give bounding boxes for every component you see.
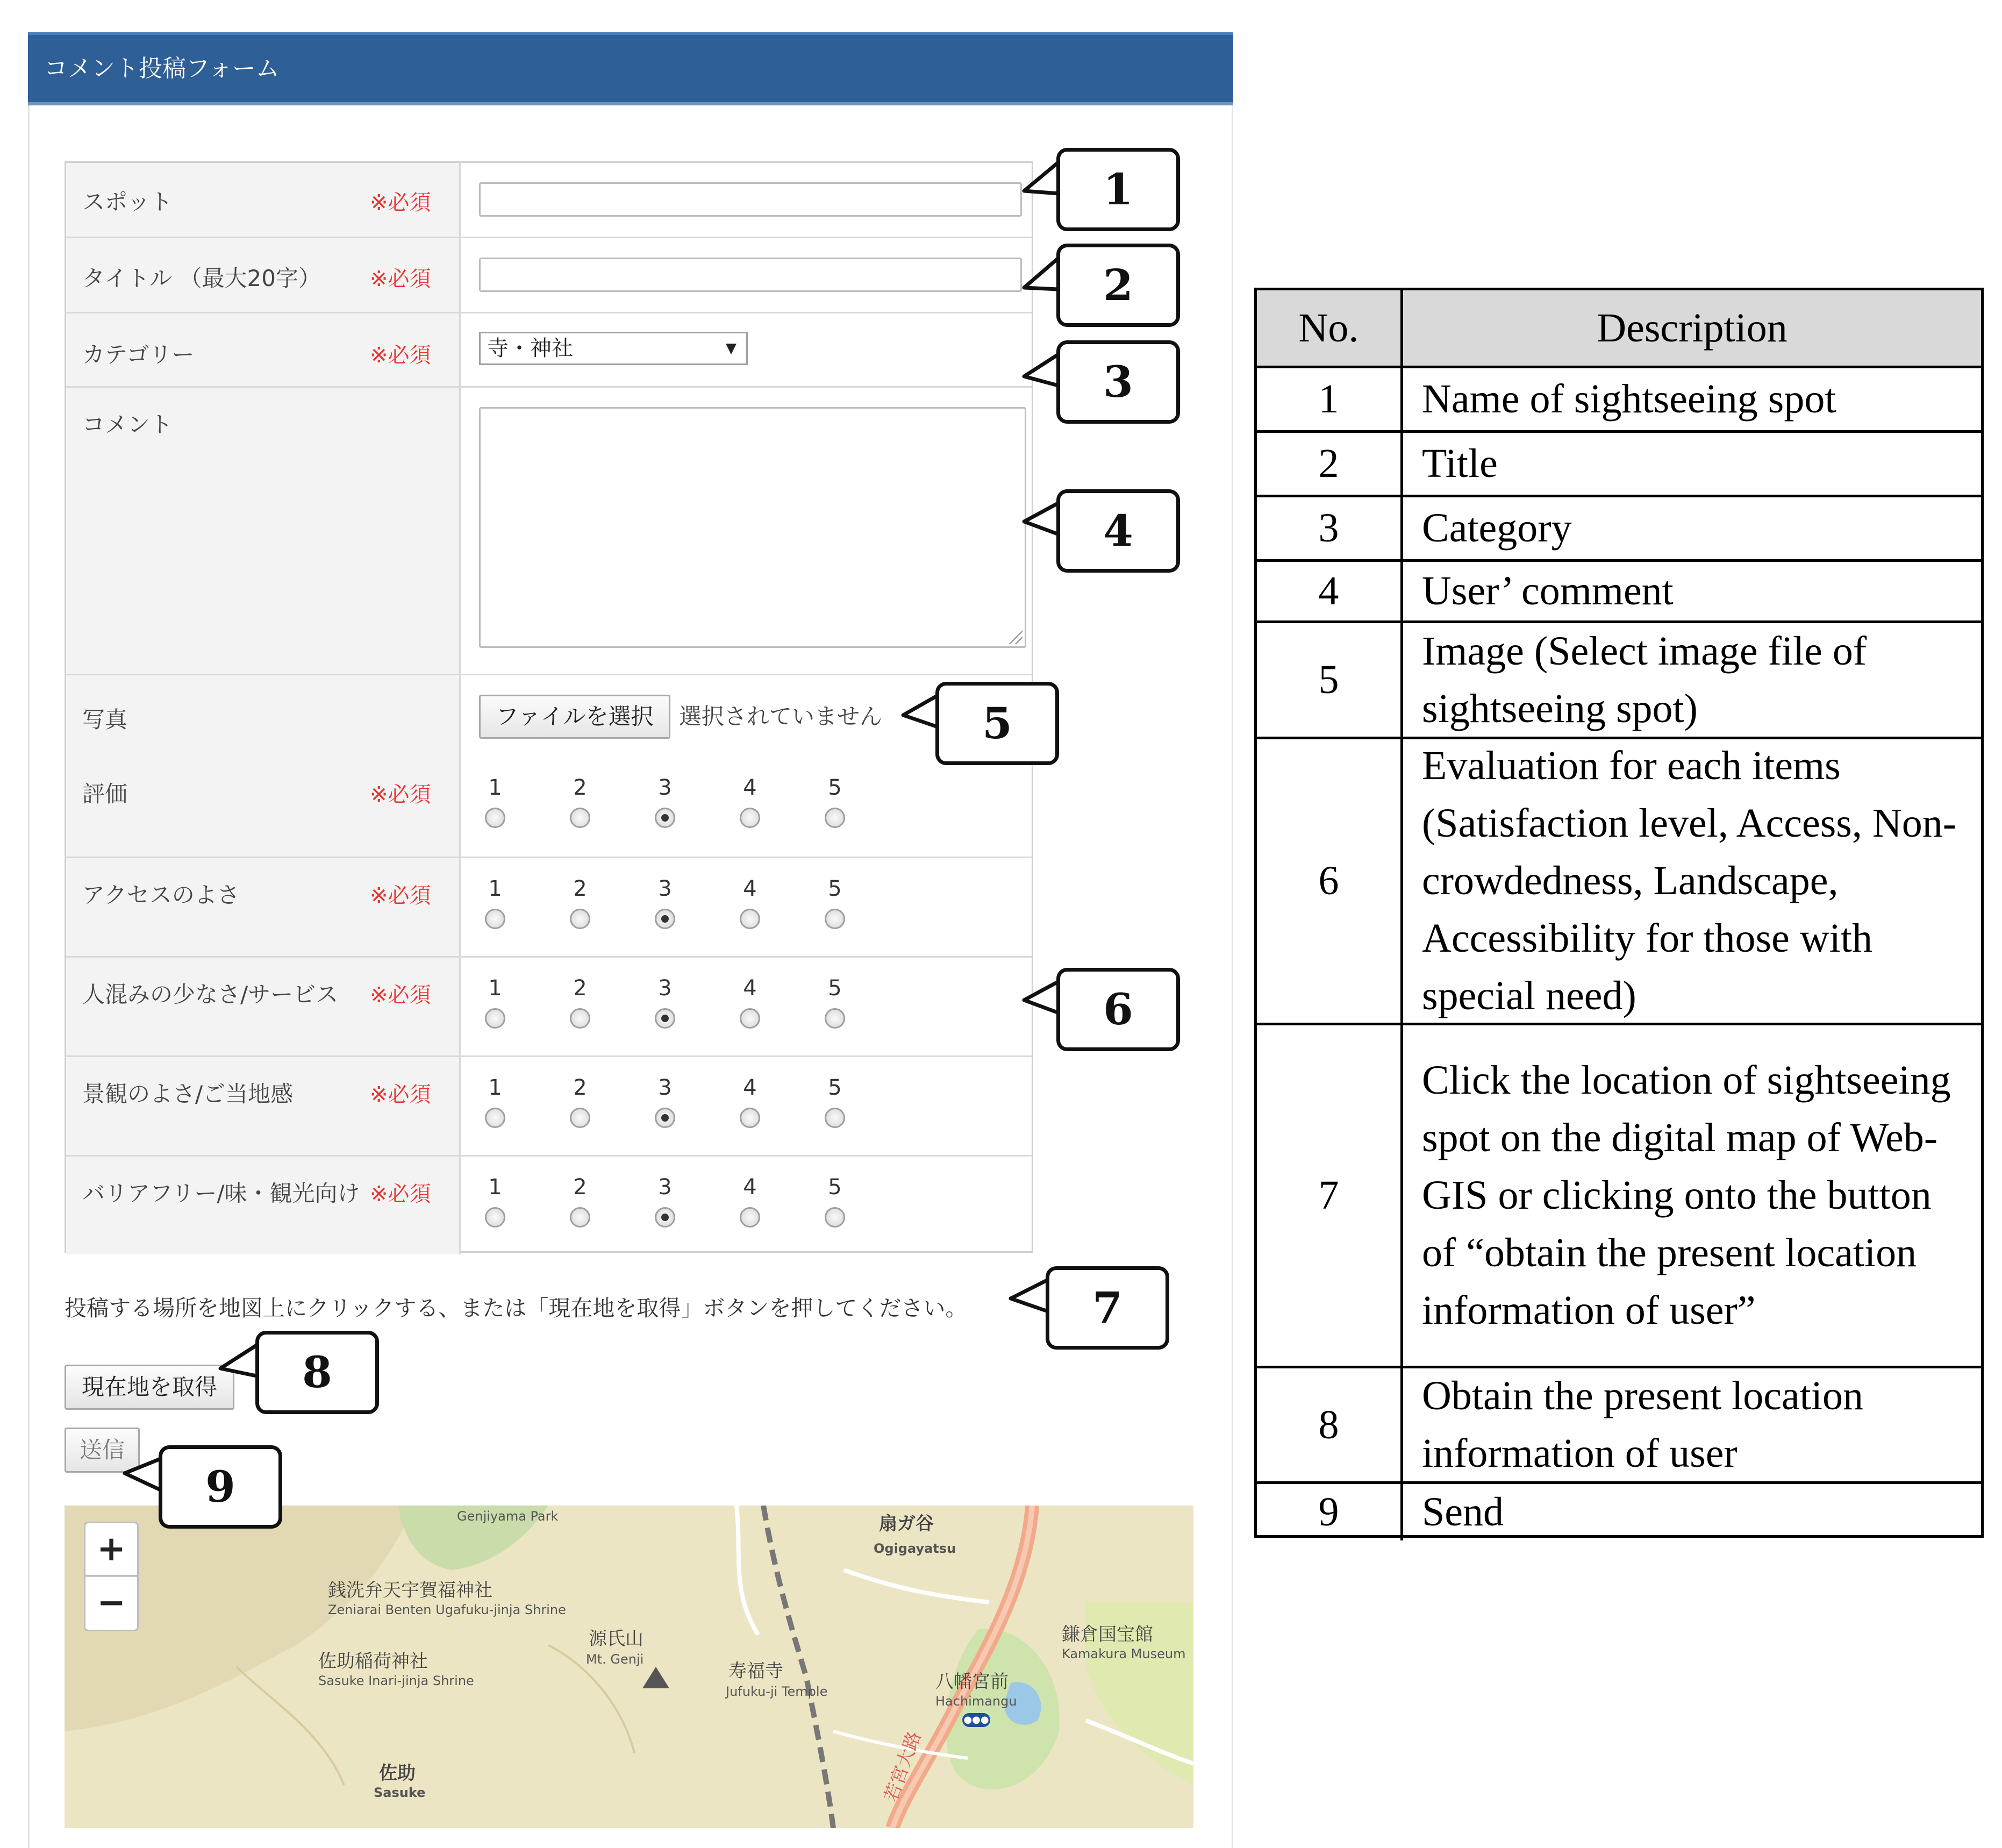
send-button[interactable]: 送信 [65, 1428, 140, 1473]
rating-scale-number: 5 [828, 976, 842, 1001]
category-select[interactable] [479, 332, 748, 365]
rating-radio-3[interactable] [655, 1108, 675, 1128]
row-description: Title [1422, 441, 1498, 486]
rating-radio-4[interactable] [740, 1008, 760, 1029]
desc-table-row [1257, 430, 1981, 495]
form-row-rating [66, 757, 1032, 857]
callout-number: 6 [1056, 968, 1180, 1051]
get-current-location-button[interactable]: 現在地を取得 [65, 1365, 234, 1410]
spot-input[interactable] [479, 182, 1022, 217]
rating-label: 評価 [82, 781, 128, 807]
map-background [65, 1505, 1193, 1828]
required-mark: ※必須 [370, 267, 431, 291]
row-number: 6 [1257, 739, 1403, 1023]
map-label-ogigayatsu: 扇ガ谷 [879, 1513, 934, 1535]
rating-radio-4[interactable] [740, 1207, 760, 1228]
form-header-title: コメント投稿フォーム [28, 32, 1233, 105]
photo-label: 写真 [82, 707, 128, 733]
rating-scale-number: 2 [573, 876, 587, 901]
callout-number: 5 [935, 682, 1059, 765]
zoom-in-button[interactable]: + [84, 1522, 139, 1576]
rating-scale-number: 4 [743, 976, 757, 1001]
rating-scale-number: 1 [488, 775, 502, 800]
desc-table-row [1257, 620, 1981, 737]
rating-label: 人混みの少なさ/サービス [82, 981, 339, 1008]
map-label-hachimangu: 八幡宮前 [935, 1671, 1009, 1693]
row-description: Category [1422, 505, 1572, 551]
rating-label: アクセスのよさ [82, 882, 240, 908]
rating-radio-1[interactable] [485, 808, 505, 828]
title-label: タイトル （最大20字） [82, 265, 321, 291]
form-table [65, 161, 1033, 1253]
map-label-museum-en: Kamakura Museum [1062, 1646, 1186, 1661]
rating-radio-5[interactable] [825, 1207, 845, 1228]
rating-radio-group [484, 1075, 893, 1135]
required-mark: ※必須 [370, 983, 431, 1008]
row-description: Image (Select image file of sightseeing spot) [1422, 628, 1867, 731]
form-row-rating [66, 1055, 1032, 1157]
rating-radio-4[interactable] [740, 1108, 760, 1128]
map-label-sasuke-inari: 佐助稲荷神社 [318, 1651, 428, 1672]
rating-radio-3[interactable] [655, 1207, 675, 1228]
row-description: Evaluation for each items (Satisfaction level, Access, Non-crowdedness, Landscape, Accessibility for those with special need) [1422, 743, 1957, 1018]
rating-scale-number: 4 [743, 775, 757, 800]
rating-radio-group [484, 976, 893, 1035]
rating-radio-1[interactable] [485, 1008, 505, 1029]
map-label-sasuke-en: Sasuke [374, 1785, 426, 1800]
required-mark: ※必須 [370, 343, 431, 368]
rating-radio-1[interactable] [485, 1207, 505, 1228]
header-no: No. [1257, 290, 1403, 366]
row-number: 5 [1257, 623, 1403, 737]
rating-label: バリアフリー/味・観光向け [82, 1180, 360, 1207]
map-label-ogigayatsu-en: Ogigayatsu [874, 1541, 956, 1556]
callout-number: 1 [1056, 148, 1180, 231]
category-selected-value: 寺・神社 [487, 336, 573, 361]
rating-radio-1[interactable] [485, 909, 505, 929]
rating-radio-group [484, 1175, 893, 1234]
map-label-genjiyama: 源氏山 [589, 1628, 644, 1650]
rating-radio-3[interactable] [655, 808, 675, 828]
rating-scale-number: 2 [573, 775, 587, 800]
rating-scale-number: 2 [573, 1175, 587, 1200]
row-number: 1 [1257, 368, 1403, 430]
rating-scale-number: 3 [658, 1175, 672, 1200]
row-number: 7 [1257, 1025, 1403, 1366]
map-label-hachimangu-en: Hachimangu [935, 1694, 1017, 1709]
rating-scale-number: 4 [743, 1075, 757, 1100]
row-number: 8 [1257, 1368, 1403, 1481]
row-description: Name of sightseeing spot [1422, 376, 1836, 422]
rating-radio-group [484, 876, 893, 936]
map-label-genjiyama-park: Genjiyama Park [457, 1509, 559, 1524]
rating-radio-3[interactable] [655, 909, 675, 929]
desc-table-row [1257, 737, 1981, 1023]
rating-radio-2[interactable] [570, 808, 590, 828]
header-description: Description [1597, 305, 1788, 351]
rating-scale-number: 5 [828, 1175, 842, 1200]
rating-radio-4[interactable] [740, 909, 760, 929]
desc-table-row [1257, 1366, 1981, 1481]
rating-radio-2[interactable] [570, 1207, 590, 1228]
row-number: 3 [1257, 497, 1403, 559]
chevron-down-icon: ▼ [726, 340, 737, 356]
desc-table-row [1257, 495, 1981, 559]
category-label: カテゴリー [82, 341, 195, 368]
row-number: 9 [1257, 1484, 1403, 1540]
desc-table-row [1257, 1481, 1981, 1540]
bus-stop-icon: ●●● [962, 1713, 990, 1727]
form-row-spot [66, 163, 1032, 237]
rating-radio-5[interactable] [825, 1108, 845, 1128]
callout-number: 4 [1056, 489, 1180, 573]
required-mark: ※必須 [370, 190, 431, 215]
rating-scale-number: 3 [658, 775, 672, 800]
required-mark: ※必須 [370, 883, 431, 908]
form-row-rating [66, 1155, 1032, 1254]
form-row-rating [66, 857, 1032, 958]
map-label-sasuke: 佐助 [379, 1763, 416, 1784]
map-label-museum: 鎌倉国宝館 [1062, 1624, 1153, 1645]
row-description: Send [1422, 1489, 1504, 1535]
rating-scale-number: 4 [743, 1175, 757, 1200]
rating-scale-number: 4 [743, 876, 757, 901]
desc-table-row [1257, 559, 1981, 620]
spot-label: スポット [82, 189, 173, 215]
rating-radio-5[interactable] [825, 1008, 845, 1029]
rating-radio-1[interactable] [485, 1108, 505, 1128]
description-table [1254, 288, 1984, 1538]
rating-scale-number: 2 [573, 976, 587, 1001]
rating-scale-number: 1 [488, 1075, 502, 1100]
desc-table-row [1257, 1023, 1981, 1366]
form-row-rating [66, 956, 1032, 1057]
map-label-sasuke-inari-en: Sasuke Inari-jinja Shrine [318, 1673, 474, 1688]
form-row-photo [66, 674, 1032, 759]
form-row-title [66, 237, 1032, 313]
rating-scale-number: 1 [488, 876, 502, 901]
callout-number: 2 [1056, 244, 1180, 327]
rating-radio-2[interactable] [570, 1008, 590, 1029]
map-label-jufukuji-en: Jufuku-ji Temple [726, 1684, 828, 1699]
rating-radio-4[interactable] [740, 808, 760, 828]
resize-grip-icon[interactable] [1009, 630, 1023, 644]
zoom-out-button[interactable]: − [84, 1576, 139, 1631]
rating-radio-2[interactable] [570, 1108, 590, 1128]
desc-table-header [1257, 290, 1981, 366]
rating-scale-number: 3 [658, 876, 672, 901]
comment-label: コメント [82, 411, 173, 438]
rating-radio-3[interactable] [655, 1008, 675, 1029]
required-mark: ※必須 [370, 1182, 431, 1207]
rating-radio-5[interactable] [825, 808, 845, 828]
map-label-zeniarai-en: Zeniarai Benten Ugafuku-jinja Shrine [328, 1602, 566, 1617]
rating-scale-number: 5 [828, 876, 842, 901]
web-gis-map[interactable] [65, 1505, 1193, 1828]
rating-radio-group [484, 775, 893, 834]
required-mark: ※必須 [370, 782, 431, 807]
rating-scale-number: 3 [658, 1075, 672, 1100]
row-description: User’ comment [1422, 568, 1674, 613]
row-description: Obtain the present location information of user [1422, 1373, 1863, 1476]
rating-label: 景観のよさ/ご当地感 [82, 1081, 294, 1107]
row-number: 2 [1257, 433, 1403, 495]
file-status-text: 選択されていません [679, 703, 883, 730]
callout-number: 9 [159, 1445, 282, 1529]
choose-file-button[interactable]: ファイルを選択 [479, 695, 670, 739]
row-description: Click the location of sightseeing spot on the digital map of Web-GIS or clicking onto the button of “obtain the present location information of user” [1422, 1058, 1951, 1333]
form-row-comment [66, 386, 1032, 675]
comment-textarea[interactable] [479, 407, 1026, 648]
rating-scale-number: 2 [573, 1075, 587, 1100]
callout-number: 8 [255, 1331, 379, 1414]
map-instruction-text: 投稿する場所を地図上にクリックする、または「現在地を取得」ボタンを押してください。 [65, 1295, 968, 1321]
required-mark: ※必須 [370, 1082, 431, 1107]
desc-table-row [1257, 366, 1981, 430]
rating-radio-5[interactable] [825, 909, 845, 929]
rating-radio-2[interactable] [570, 909, 590, 929]
map-label-road: 若宮大路 [880, 1728, 926, 1805]
rating-scale-number: 5 [828, 1075, 842, 1100]
callout-number: 7 [1046, 1266, 1169, 1350]
rating-scale-number: 3 [658, 976, 672, 1001]
map-label-zeniarai: 銭洗弁天宇賀福神社 [328, 1580, 492, 1601]
rating-scale-number: 1 [488, 976, 502, 1001]
title-input[interactable] [479, 258, 1022, 292]
callout-number: 3 [1056, 340, 1180, 424]
map-label-jufukuji: 寿福寺 [728, 1660, 783, 1682]
form-row-category [66, 312, 1032, 388]
rating-scale-number: 5 [828, 775, 842, 800]
rating-scale-number: 1 [488, 1175, 502, 1200]
map-label-genjiyama-en: Mt. Genji [586, 1652, 644, 1667]
row-number: 4 [1257, 562, 1403, 620]
